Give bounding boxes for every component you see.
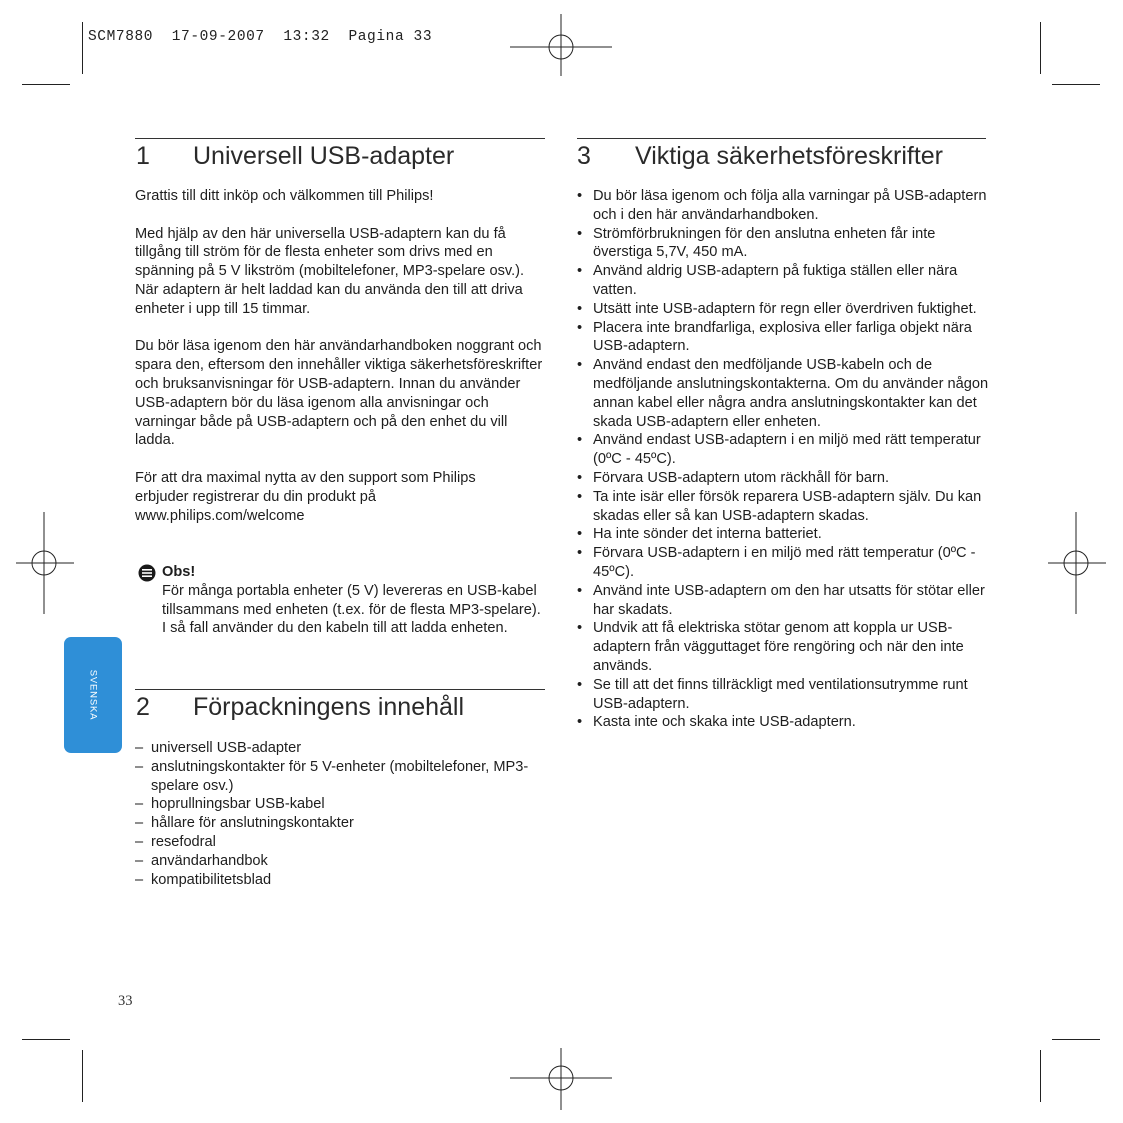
section1-number: 1 [136, 142, 150, 170]
print-slug: SCM7880 17-09-2007 13:32 Pagina 33 [88, 29, 433, 45]
section1-body [135, 187, 547, 525]
section2-number: 2 [136, 693, 150, 721]
note-title: Obs! [162, 564, 196, 580]
read-manual-paragraph: Du bör läsa igenom den här användarhandboken noggrant och spara den, eftersom den innehåller viktiga säkerhetsföreskrifter och bruksanvisningar för USB-adaptern. Innan du använder USB-adaptern bör du läsa igenom alla anvisningar och varningar både på USB-adaptern och på den enhet du vill ladda. [135, 338, 543, 449]
list-item: – anslutningskontakter för 5 V-enheter (mobiltelefoner, MP3-spelare osv.) [135, 758, 529, 794]
list-item: • Förvara USB-adaptern i en miljö med rätt temperatur (0ºC - 45ºC). [577, 545, 976, 580]
note-block [162, 563, 547, 638]
section3-title: Viktiga säkerhetsföreskrifter [635, 142, 943, 170]
list-item: – hoprullningsbar USB-kabel [135, 796, 325, 813]
package-contents-list [135, 739, 530, 889]
section1-title: Universell USB-adapter [193, 142, 455, 170]
description-paragraph: Med hjälp av den här universella USB-adaptern kan du få tillgång till ström för de flesta enheter som drivs med en spänning på 5 V likström (mobiltelefoner, MP3-spelare osv.). När adaptern är helt laddad kan du använda den till att driva enheter i upp till 15 timmar. [135, 225, 525, 317]
intro-paragraph: Grattis till ditt inköp och välkommen till Philips! [135, 188, 434, 204]
section1-rule [135, 138, 545, 139]
page-number: 33 [118, 993, 133, 1009]
list-item: • Ha inte sönder det interna batteriet. [577, 526, 822, 543]
section2-title: Förpackningens innehåll [193, 693, 465, 721]
section2-rule [135, 689, 545, 690]
list-item: • Förvara USB-adaptern utom räckhåll för barn. [577, 469, 890, 486]
language-tab [64, 637, 122, 753]
note-icon [138, 564, 156, 582]
registration-mark-top [510, 14, 612, 76]
list-item: • Använd endast den medföljande USB-kabeln och de medföljande anslutningskontakterna. Om du använder någon annan kabel eller några andra anslutningskontakter kan det skada USB-adaptern eller enheten. [577, 357, 989, 430]
list-item: • Strömförbrukningen för den anslutna enheten får inte överstiga 5,7V, 450 mA. [577, 225, 936, 261]
language-tab-label: SVENSKA [87, 669, 99, 721]
list-item: • Utsätt inte USB-adaptern för regn eller överdriven fuktighet. [577, 300, 977, 317]
registration-mark-right [1048, 512, 1106, 614]
safety-instructions-list [577, 187, 989, 732]
list-item: • Placera inte brandfarliga, explosiva eller farliga objekt nära USB-adaptern. [577, 319, 972, 355]
list-item: – kompatibilitetsblad [135, 871, 272, 888]
registration-mark-left [16, 512, 74, 614]
list-item: • Undvik att få elektriska stötar genom att koppla ur USB-adaptern från vägguttaget före rengöring och när den inte används. [577, 620, 964, 674]
note-text: För många portabla enheter (5 V) levereras en USB-kabel tillsammans med enheten (t.ex. för de flesta MP3-spelare). I så fall använder du den kabeln till att ladda enheten. [162, 582, 541, 637]
list-item: • Se till att det finns tillräckligt med ventilationsutrymme runt USB-adaptern. [577, 676, 968, 712]
list-item: – användarhandbok [135, 852, 268, 869]
section3-number: 3 [577, 142, 591, 170]
list-item: • Använd endast USB-adaptern i en miljö med rätt temperatur (0ºC - 45ºC). [577, 432, 981, 468]
section3-rule [577, 138, 986, 139]
list-item: – resefodral [135, 833, 216, 850]
section2-body [135, 739, 530, 889]
list-item: • Använd aldrig USB-adaptern på fuktiga ställen eller nära vatten. [577, 263, 958, 298]
list-item: • Använd inte USB-adaptern om den har utsatts för stötar eller har skadats. [577, 582, 985, 618]
list-item: • Du bör läsa igenom och följa alla varningar på USB-adaptern och i den här användarhandboken. [577, 188, 987, 223]
section3-body [577, 187, 989, 732]
list-item: • Kasta inte och skaka inte USB-adaptern. [577, 714, 856, 731]
list-item: – universell USB-adapter [135, 740, 302, 756]
registration-mark-bottom [510, 1048, 612, 1110]
register-paragraph: För att dra maximal nytta av den support som Philips erbjuder registrerar du din produkt på www.philips.com/welcome [135, 469, 476, 524]
list-item: – hållare för anslutningskontakter [135, 815, 354, 832]
list-item: • Ta inte isär eller försök reparera USB-adaptern själv. Du kan skadas eller så kan USB-adaptern skadas. [577, 488, 982, 524]
